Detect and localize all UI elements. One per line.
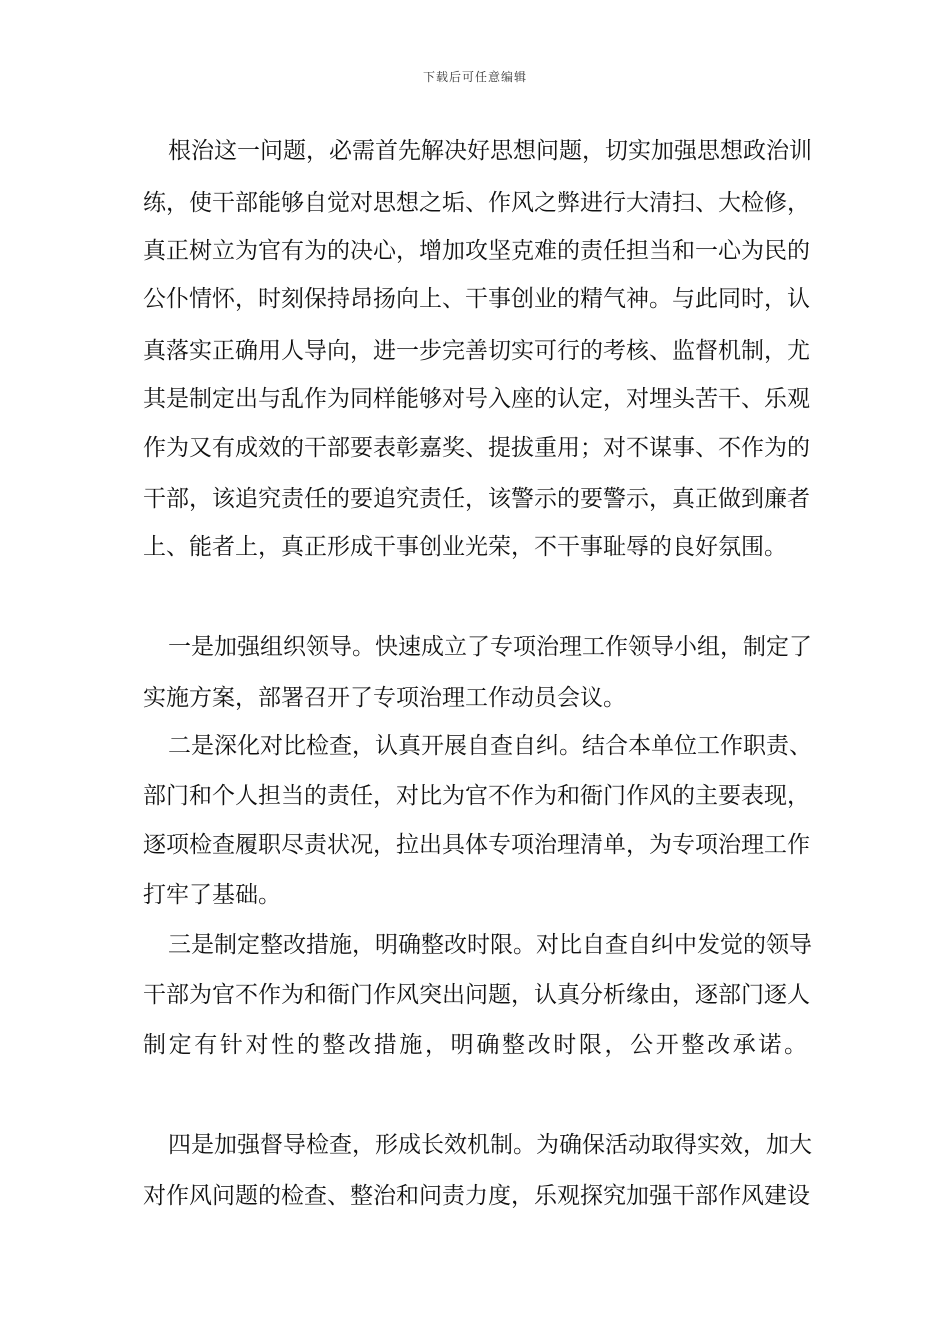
text-line: 三是制定整改措施，明确整改时限。对比自查自纠中发觉的领导 [168,932,812,958]
text-line: 真正树立为官有为的决心，增加攻坚克难的责任担当和一心为民的 [143,238,810,264]
text-line: 作为又有成效的干部要表彰嘉奖、提拔重用；对不谋事、不作为的 [143,435,810,461]
text-line: 公仆情怀，时刻保持昂扬向上、干事创业的精气神。与此同时，认 [143,286,810,312]
text-line: 部门和个人担当的责任，对比为官不作为和衙门作风的主要表现， [143,783,810,809]
text-line: 四是加强督导检查，形成长效机制。为确保活动取得实效，加大 [168,1132,812,1158]
text-line: 制定有针对性的整改措施，明确整改时限，公开整改承诺。 [143,1032,807,1058]
text-line: 练，使干部能够自觉对思想之垢、作风之弊进行大清扫、大检修， [143,190,810,216]
text-line: 一是加强组织领导。快速成立了专项治理工作领导小组，制定了 [168,634,812,660]
text-line: 其是制定出与乱作为同样能够对号入座的认定，对埋头苦干、乐观 [143,386,810,412]
header-note: 下载后可任意编辑 [422,70,527,84]
text-line: 二是深化对比检查，认真开展自查自纠。结合本单位工作职责、 [168,733,812,759]
text-line: 干部为官不作为和衙门作风突出问题，认真分析缘由，逐部门逐人 [143,982,810,1008]
text-line: 根治这一问题，必需首先解决好思想问题，切实加强思想政治训 [168,138,812,164]
text-line: 实施方案，部署召开了专项治理工作动员会议。 [143,685,626,711]
text-line: 打牢了基础。 [143,882,281,908]
text-line: 逐项检查履职尽责状况，拉出具体专项治理清单，为专项治理工作 [143,832,810,858]
text-line: 真落实正确用人导向，进一步完善切实可行的考核、监督机制，尤 [143,338,810,364]
text-line: 对作风问题的检查、整治和问责力度，乐观探究加强干部作风建设 [143,1183,810,1209]
text-line: 上、能者上，真正形成干事创业光荣，不干事耻辱的良好氛围。 [143,534,787,560]
text-line: 干部，该追究责任的要追究责任，该警示的要警示，真正做到廉者 [143,486,810,512]
